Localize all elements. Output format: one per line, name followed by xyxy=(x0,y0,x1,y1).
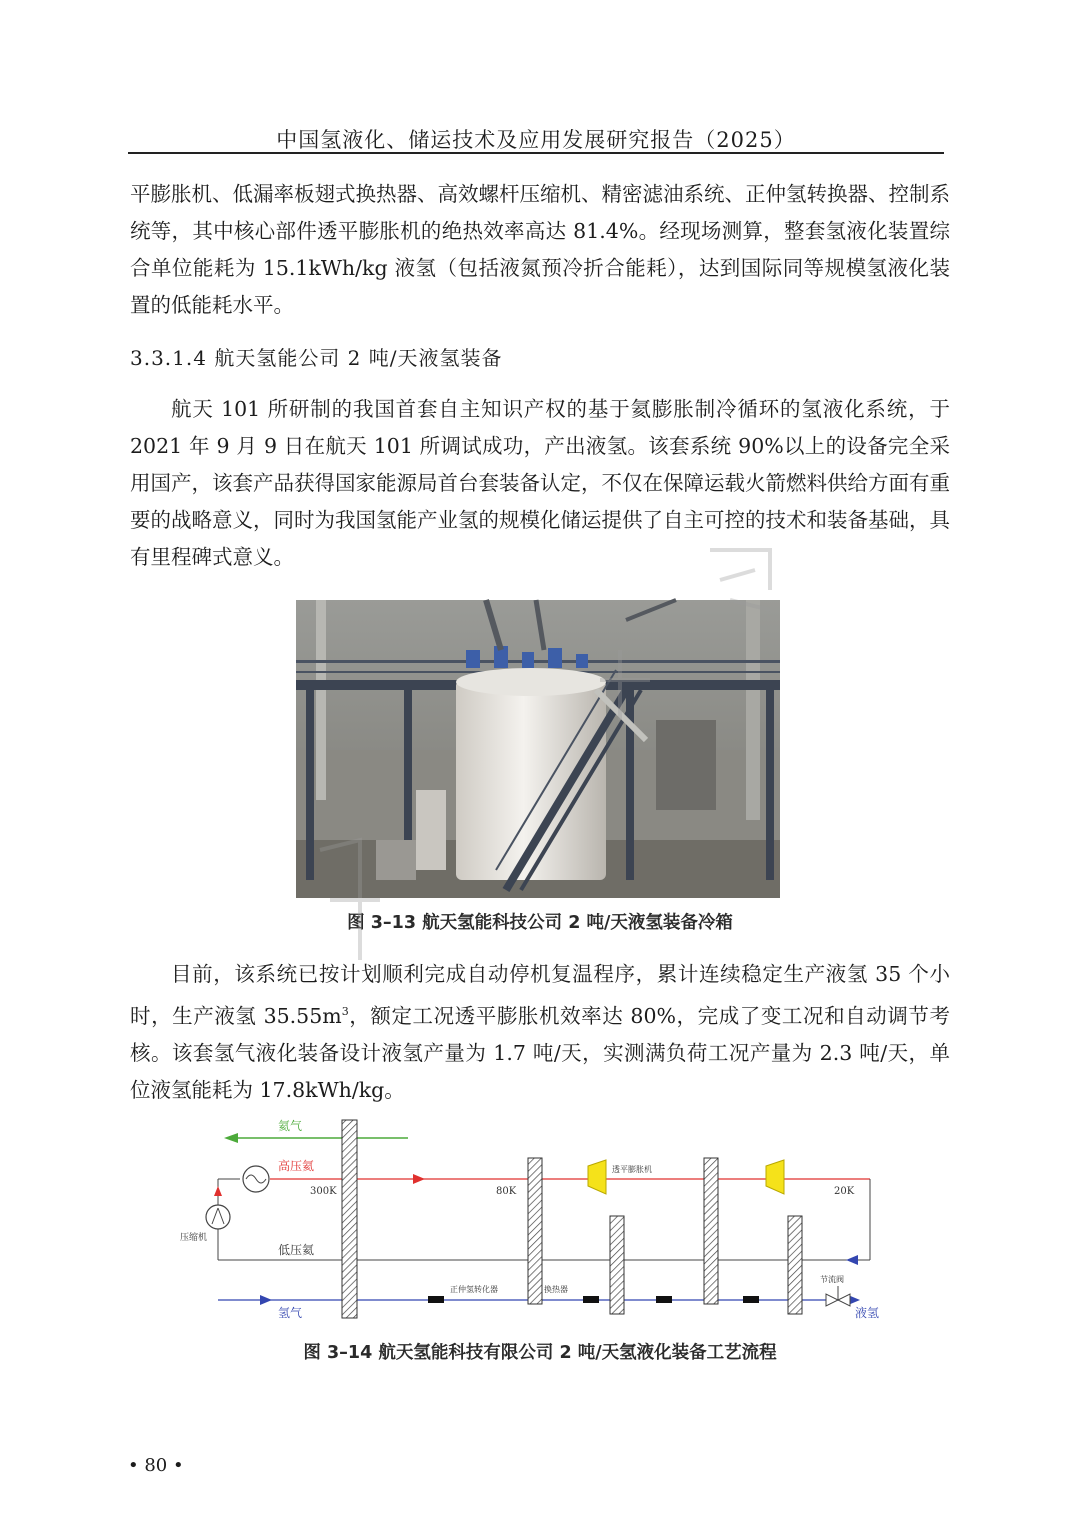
label-hydrogen-gas: 氢气 xyxy=(278,1306,303,1320)
turbo-expander-icon xyxy=(766,1160,784,1194)
paragraph-3-text-a: 目前，该系统已按计划顺利完成自动停机复温程序，累计连续稳定生产液氢 35 个小时，生产液氢 35.55m xyxy=(130,962,950,1028)
arrow-right-icon xyxy=(413,1174,425,1184)
process-flow-diagram xyxy=(180,1110,900,1335)
paragraph-3-text-b: ，额定工况透平膨胀机效率达 80%，完成了变工况和自动调节考核。该套氢气液化装备设计液氢产量为 1.7 吨/天，实测满负荷工况产量为 2.3 吨/天，单位液氢能耗为 17.8kWh/kg。 xyxy=(130,1003,950,1102)
label-heat-exchanger: 换热器 xyxy=(544,1285,568,1294)
heat-exchanger-300k xyxy=(342,1120,357,1318)
section-heading: 3.3.1.4 航天氢能公司 2 吨/天液氢装备 xyxy=(130,346,503,370)
label-liquid-hydrogen: 液氢 xyxy=(855,1306,880,1320)
throttle-valve-icon xyxy=(826,1286,850,1306)
header-rule xyxy=(128,152,944,154)
cubic-superscript: 3 xyxy=(341,1005,349,1018)
cold-box-photo xyxy=(296,600,780,898)
label-throttle-valve: 节流阀 xyxy=(820,1275,844,1284)
figure-3-13-caption: 图 3–13 航天氢能科技公司 2 吨/天液氢装备冷箱 xyxy=(347,913,733,933)
heat-exchanger-20k xyxy=(788,1216,802,1314)
paragraph-1: 平膨胀机、低漏率板翅式换热器、高效螺杆压缩机、精密滤油系统、正仲氢转换器、控制系统等，其中核心部件透平膨胀机的绝热效率高达 81.4%。经现场测算，整套氢液化装置综合单位能耗为 15.1kWh/kg 液氢（包括液氮预冷折合能耗），达到国际同等规模氢液化装置的低能耗水平。 xyxy=(130,182,950,317)
label-80k: 80K xyxy=(496,1186,517,1197)
label-high-pressure-helium: 高压氦 xyxy=(278,1159,315,1173)
paragraph-3 xyxy=(130,956,950,1109)
label-helium-top: 氦气 xyxy=(278,1119,303,1133)
page-number: • 80 • xyxy=(128,1455,184,1476)
heat-exchanger-mid-1 xyxy=(610,1216,624,1314)
paragraph-2: 航天 101 所研制的我国首套自主知识产权的基于氦膨胀制冷循环的氢液化系统，于 2021 年 9 月 9 日在航天 101 所调试成功，产出液氢。该套系统 90%以上的设备完全采用国产，该套产品获得国家能源局首台套装备认定，不仅在保障运载火箭燃料供给方面有重要的战略意义，同时为我国氢能产业氢的规模化储运提供了自主可控的技术和装备基础，具有里程碑式意义。 xyxy=(130,397,950,569)
label-low-pressure-helium: 低压氦 xyxy=(278,1243,315,1257)
label-turbo-expander: 透平膨胀机 xyxy=(612,1165,652,1174)
arrow-left-icon xyxy=(224,1133,238,1143)
label-ortho-para-converter: 正仲氢转化器 xyxy=(450,1285,498,1294)
label-compressor: 压缩机 xyxy=(180,1233,208,1243)
heat-exchanger-mid-2 xyxy=(704,1158,718,1304)
figure-3-14-caption: 图 3–14 航天氢能科技有限公司 2 吨/天氢液化装备工艺流程 xyxy=(303,1343,777,1363)
heat-exchanger-80k xyxy=(528,1158,542,1304)
label-300k: 300K xyxy=(310,1186,337,1197)
turbo-expander-icon xyxy=(588,1160,606,1194)
label-20k: 20K xyxy=(834,1186,855,1197)
running-header: 中国氢液化、储运技术及应用发展研究报告（2025） xyxy=(276,128,796,152)
